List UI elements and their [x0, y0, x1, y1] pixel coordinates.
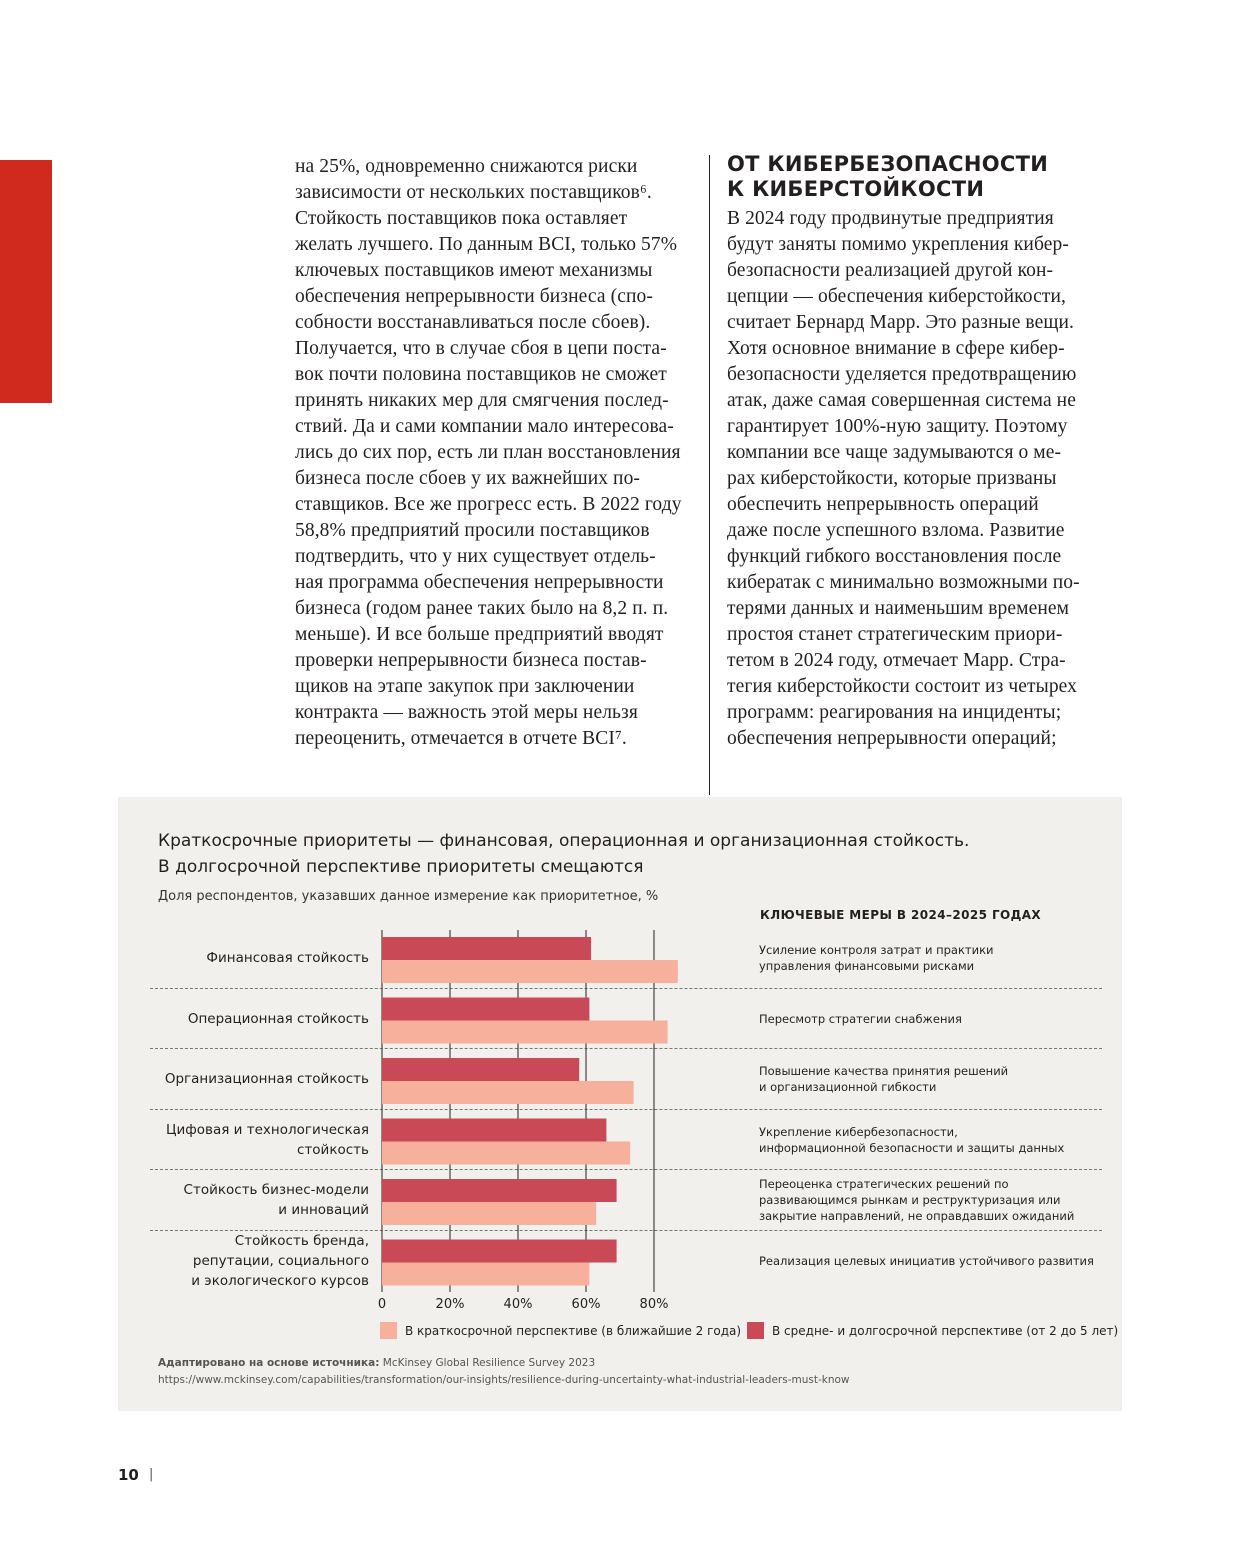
chart-subtitle: Доля респондентов, указавших данное измерение как приоритетное, %: [158, 889, 659, 904]
legend-label: В краткосрочной перспективе (в ближайшие 2 года): [405, 1323, 742, 1338]
text-line: Хотя основное внимание в сфере кибер-: [727, 338, 1065, 359]
bar-short-term: [382, 1021, 668, 1044]
text-line: желать лучшего. По данным BCI, только 57%: [295, 234, 678, 255]
key-measure-line: Усиление контроля затрат и практики: [759, 943, 994, 957]
text-line: гарантирует 100%-ную защиту. Поэтому: [727, 416, 1068, 437]
text-line: терями данных и наименьшим временем: [727, 598, 1070, 619]
legend-item-long-term: [747, 1322, 1118, 1339]
text-line: бизнеса (годом ранее таких было на 8,2 п. п.: [295, 598, 669, 619]
key-measure-line: Реализация целевых инициатив устойчивого развития: [759, 1253, 1094, 1268]
bar-short-term: [382, 1081, 634, 1104]
legend-item-short-term: [380, 1322, 741, 1339]
key-measure-line: управления финансовыми рисками: [759, 959, 975, 973]
text-line: тетом в 2024 году, отмечает Марр. Стра-: [727, 650, 1066, 671]
x-tick-label: 80%: [639, 1297, 669, 1312]
text-line: обеспечения непрерывности операций;: [727, 728, 1057, 749]
legend-label: В средне- и долгосрочной перспективе (от 2 до 5 лет): [772, 1323, 1119, 1338]
text-line: рах киберстойкости, которые призваны: [727, 468, 1057, 489]
chart-title-line: В долгосрочной перспективе приоритеты смещаются: [158, 857, 644, 877]
category-label-line: Организационная стойкость: [164, 1071, 369, 1087]
text-line: цепции — обеспечения киберстойкости,: [727, 286, 1066, 307]
bar-long-term: [382, 1240, 617, 1263]
x-tick-label: 40%: [503, 1297, 533, 1312]
bar-short-term: [382, 1263, 589, 1286]
source-label: Адаптировано на основе источника:: [158, 1357, 380, 1369]
text-line: Получается, что в случае сбоя в цепи поста-: [295, 338, 667, 359]
text-line: функций гибкого восстановления после: [727, 546, 1062, 567]
category-label-line: репутации, социального: [192, 1252, 369, 1269]
text-line: вок почти половина поставщиков не сможет: [295, 364, 667, 385]
category-label-line: Стойкость бренда,: [234, 1232, 369, 1249]
bar-long-term: [382, 1179, 617, 1202]
text-line: щиков на этапе закупок при заключении: [295, 676, 635, 697]
text-line: принять никаких мер для смягчения послед-: [295, 390, 669, 411]
text-line: Стойкость поставщиков пока оставляет: [295, 208, 628, 229]
x-tick-label: 60%: [571, 1297, 601, 1312]
text-line: переоценить, отмечается в отчете BCI⁷.: [295, 728, 627, 749]
category-label-line: Операционная стойкость: [187, 1010, 369, 1027]
text-line: безопасности уделяется предотвращению: [727, 364, 1077, 385]
legend-swatch: [747, 1322, 764, 1339]
x-tick-label: 20%: [435, 1297, 465, 1312]
text-line: даже после успешного взлома. Развитие: [727, 520, 1065, 541]
key-measure-line: Укрепление кибербезопасности,: [759, 1124, 958, 1139]
text-line: программ: реагирования на инциденты;: [727, 702, 1062, 723]
text-line: подтвердить, что у них существует отдель-: [295, 546, 656, 567]
text-line: меньше). И все больше предприятий вводят: [295, 624, 664, 645]
bar-long-term: [382, 1058, 579, 1081]
key-measure-line: и организационной гибкости: [759, 1080, 937, 1094]
text-line: простоя станет стратегическим приори-: [727, 624, 1063, 645]
category-label-line: и инноваций: [278, 1202, 369, 1218]
text-line: ставщиков. Все же прогресс есть. В 2022 году: [295, 494, 682, 515]
heading-line: ОТ КИБЕРБЕЗОПАСНОСТИ: [727, 152, 1049, 176]
text-line: безопасности реализацией другой кон-: [727, 260, 1054, 281]
text-line: зависимости от нескольких поставщиков⁶.: [295, 182, 652, 203]
text-line: ключевых поставщиков имеют механизмы: [295, 260, 653, 281]
source-url[interactable]: https://www.mckinsey.com/capabilities/transformation/our-insights/resilience-during-uncertainty-what-industrial-leaders-must-know: [158, 1374, 850, 1386]
category-label-line: стойкость: [297, 1141, 369, 1158]
key-measure-line: Пересмотр стратегии снабжения: [759, 1011, 962, 1026]
category-label-line: Стойкость бизнес-модели: [183, 1182, 369, 1198]
key-measure-line: развивающимся рынкам и реструктуризация или: [759, 1193, 1061, 1207]
text-line: лись до сих пор, есть ли план восстановления: [295, 442, 681, 463]
text-line: контракта — важность этой меры нельзя: [295, 702, 638, 723]
x-tick-label: 0: [377, 1297, 387, 1312]
bar-long-term: [382, 1119, 606, 1142]
chart-title-line: Краткосрочные приоритеты — финансовая, операционная и организационная стойкость.: [158, 831, 970, 851]
page-separator: |: [149, 1467, 154, 1482]
text-line: В 2024 году продвинутые предприятия: [727, 208, 1054, 229]
measures-heading: КЛЮЧЕВЫЕ МЕРЫ В 2024–2025 ГОДАХ: [760, 908, 1042, 922]
legend-swatch: [380, 1322, 397, 1339]
text-line: ствий. Да и сами компании мало интересова-: [295, 416, 674, 437]
key-measure-line: информационной безопасности и защиты данных: [759, 1140, 1065, 1155]
text-line: атак, даже самая совершенная система не: [727, 390, 1076, 411]
text-line: кибератак с минимально возможными по-: [727, 572, 1080, 593]
key-measure-line: Повышение качества принятия решений: [759, 1064, 1009, 1078]
bar-long-term: [382, 998, 589, 1021]
text-line: тегия киберстойкости состоит из четырех: [727, 676, 1078, 697]
text-line: 58,8% предприятий просили поставщиков: [295, 520, 650, 541]
heading-line: К КИБЕРСТОЙКОСТИ: [727, 177, 985, 201]
page-number: 10: [118, 1466, 139, 1484]
key-measure-line: закрытие направлений, не оправдавших ожиданий: [759, 1209, 1075, 1223]
text-line: собности восстанавливаться после сбоев).: [295, 312, 651, 333]
text-line: ная программа обеспечения непрерывности: [295, 572, 664, 593]
category-label-line: и экологического курсов: [191, 1272, 369, 1289]
category-label-line: Финансовая стойкость: [206, 950, 369, 966]
text-line: будут заняты помимо укрепления кибер-: [727, 234, 1069, 255]
text-line: считает Бернард Марр. Это разные вещи.: [727, 312, 1075, 333]
category-label-line: Цифовая и технологическая: [165, 1121, 369, 1138]
bar-short-term: [382, 960, 678, 983]
text-line: обеспечить непрерывность операций: [727, 494, 1039, 515]
text-line: на 25%, одновременно снижаются риски: [295, 156, 638, 177]
text-line: компании все чаще задумываются о ме-: [727, 442, 1062, 463]
text-line: бизнеса после сбоев у их важнейших по-: [295, 468, 641, 489]
text-line: проверки непрерывности бизнеса постав-: [295, 650, 647, 671]
text-line: обеспечения непрерывности бизнеса (спо-: [295, 286, 653, 307]
chart-source: [158, 1357, 595, 1369]
bar-long-term: [382, 937, 591, 960]
key-measure-line: Переоценка стратегических решений по: [759, 1177, 1009, 1191]
bar-short-term: [382, 1202, 596, 1225]
source-text: McKinsey Global Resilience Survey 2023: [379, 1357, 596, 1369]
bar-short-term: [382, 1142, 630, 1165]
